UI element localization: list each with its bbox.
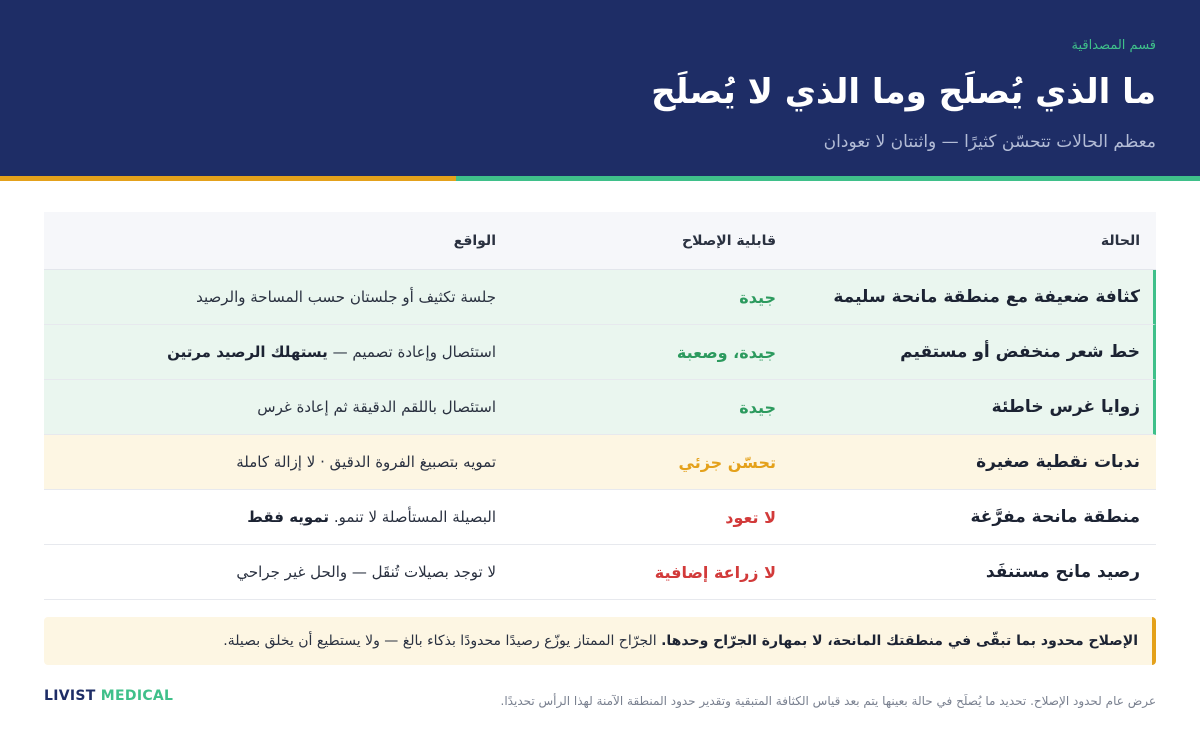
note-content <box>223 633 1138 649</box>
condition-cell: رصيد مانح مستنفَد <box>985 562 1140 582</box>
condition-cell: منطقة مانحة مفرَّغة <box>970 507 1140 527</box>
page-subtitle: معظم الحالات تتحسّن كثيرًا — واثنتان لا تعودان <box>823 132 1156 152</box>
repair-table <box>44 212 1156 600</box>
status-cell: تحسّن جزئي <box>678 452 776 472</box>
table-row <box>44 490 1156 545</box>
reality-emphasis: تمويه فقط <box>247 508 330 526</box>
brand-logo <box>44 688 173 704</box>
header-condition: الحالة <box>1100 232 1140 249</box>
reality-text: جلسة تكثيف أو جلستان حسب المساحة والرصيد <box>196 288 496 306</box>
reality-text: البصيلة المستأصلة لا تنمو. <box>333 508 496 526</box>
status-cell: جيدة <box>739 287 776 307</box>
status-cell: لا زراعة إضافية <box>654 562 776 582</box>
reality-emphasis: يستهلك الرصيد مرتين <box>167 343 328 361</box>
condition-cell: زوايا غرس خاطئة <box>991 397 1140 417</box>
reality-text: لا توجد بصيلات تُنقَل — والحل غير جراحي <box>236 563 496 581</box>
reality-text: تمويه بتصبيغ الفروة الدقيق · لا إزالة كاملة <box>236 453 496 471</box>
logo-part-livist: LIVIST <box>44 688 96 704</box>
reality-text: استئصال وإعادة تصميم — <box>332 343 496 361</box>
table-row <box>44 325 1156 380</box>
status-cell: جيدة، وصعبة <box>676 342 776 362</box>
page-title: ما الذي يُصلَح وما الذي لا يُصلَح <box>651 72 1156 112</box>
reality-cell <box>46 380 496 434</box>
status-cell: جيدة <box>739 397 776 417</box>
header-reality: الواقع <box>453 232 496 249</box>
footer-disclaimer: عرض عام لحدود الإصلاح. تحديد ما يُصلَح في حالة بعينها يتم بعد قياس الكثافة المتبقية وتقدير حدود المنطقة الآمنة لهذا الرأس تحديدًا. <box>500 694 1156 708</box>
table-row <box>44 380 1156 435</box>
department-label: قسم المصداقية <box>1071 38 1156 53</box>
note-emphasis: الإصلاح محدود بما تبقّى في منطقتك المانحة، لا بمهارة الجرّاح وحدها. <box>661 633 1138 649</box>
reality-cell <box>46 270 496 324</box>
logo-part-medical: MEDICAL <box>100 688 174 704</box>
callout-note <box>44 617 1156 665</box>
accent-stripe-green <box>456 176 1200 181</box>
table-row <box>44 270 1156 325</box>
condition-cell: خط شعر منخفض أو مستقيم <box>900 342 1140 362</box>
note-text: الجرّاح الممتاز يوزّع رصيدًا محدودًا بذكاء بالغ — ولا يستطيع أن يخلق بصيلة. <box>223 633 662 649</box>
header-repairability: قابلية الإصلاح <box>682 232 776 249</box>
table-row <box>44 545 1156 600</box>
table-header-row <box>44 212 1156 270</box>
condition-cell: كثافة ضعيفة مع منطقة مانحة سليمة <box>833 287 1140 307</box>
status-cell: لا تعود <box>725 507 776 527</box>
reality-cell <box>46 325 496 379</box>
reality-cell <box>46 490 496 544</box>
condition-cell: ندبات نقطية صغيرة <box>976 452 1140 472</box>
table-row <box>44 435 1156 490</box>
reality-cell <box>46 545 496 599</box>
reality-text: استئصال باللقم الدقيقة ثم إعادة غرس <box>257 398 496 416</box>
reality-cell <box>46 435 496 489</box>
accent-stripe-gold <box>0 176 456 181</box>
page-header <box>0 0 1200 176</box>
